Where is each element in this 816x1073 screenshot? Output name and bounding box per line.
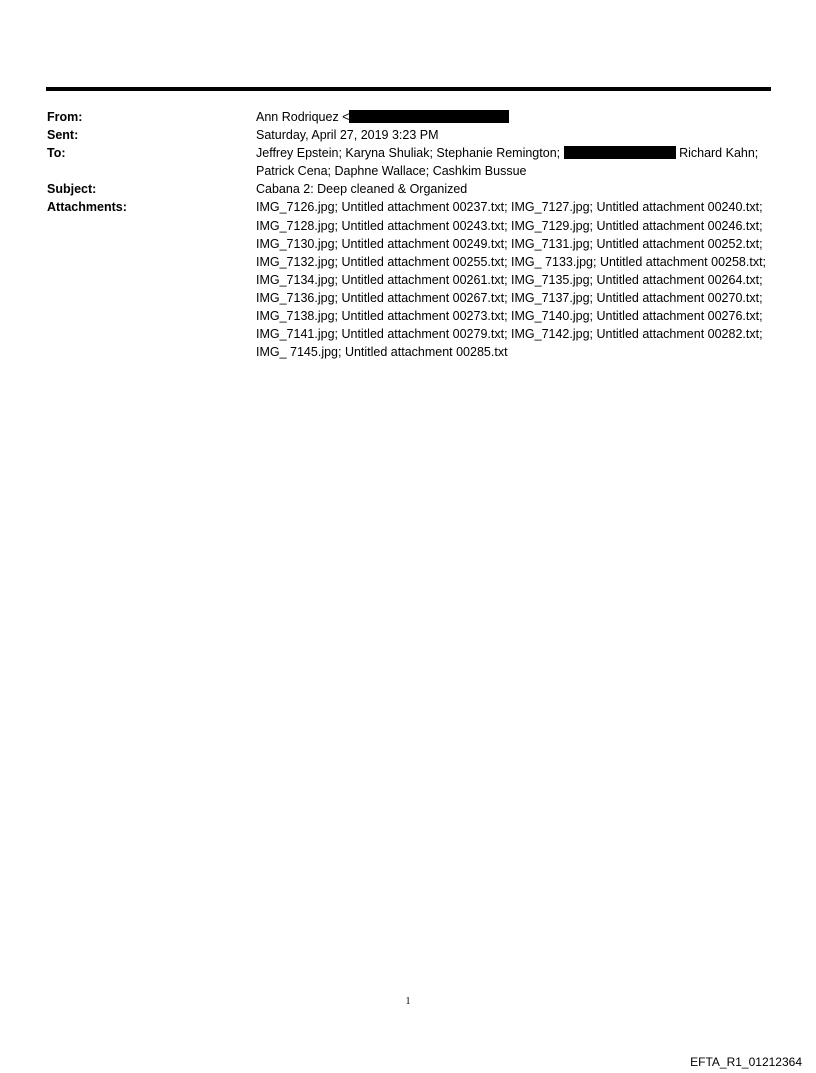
from-row (47, 108, 772, 126)
header-divider (46, 87, 771, 91)
subject-value: Cabana 2: Deep cleaned & Organized (256, 182, 468, 197)
to-recipients-part2: Richard Kahn; Patrick Cena; Daphne Wallace; Cashkim Bussue (256, 146, 759, 179)
email-header (47, 108, 772, 361)
subject-label: Subject: (47, 182, 97, 197)
sent-value: Saturday, April 27, 2019 3:23 PM (256, 128, 439, 143)
to-row (47, 144, 772, 180)
attachments-value: IMG_7126.jpg; Untitled attachment 00237.txt; IMG_7127.jpg; Untitled attachment 00240.txt; IMG_7128.jpg; Untitled attachment 00243.txt; IMG_7129.jpg; Untitled attachment 00246.txt; IMG_7130.jpg; Untitled attachment 00249.txt; IMG_7131.jpg; Untitled attachment 00252.txt; IMG_7132.jpg; Untitled attachment 00255.txt; IMG_ 7133.jpg; Untitled attachment 00258.txt; IMG_7134.jpg; Untitled attachment 00261.txt; IMG_7135.jpg; Untitled attachment 00264.txt; IMG_7136.jpg; Untitled attachment 00267.txt; IMG_7137.jpg; Untitled attachment 00270.txt; IMG_7138.jpg; Untitled attachment 00273.txt; IMG_7140.jpg; Untitled attachment 00276.txt; IMG_7141.jpg; Untitled attachment 00279.txt; IMG_7142.jpg; Untitled attachment 00282.txt; IMG_ 7145.jpg; Untitled attachment 00285.txt (256, 200, 767, 360)
to-value (256, 144, 772, 180)
attachments-label: Attachments: (47, 200, 127, 215)
to-recipients-part1: Jeffrey Epstein; Karyna Shuliak; Stephanie Remington; (256, 146, 564, 161)
document-id: EFTA_R1_01212364 (690, 1055, 802, 1069)
sent-label: Sent: (47, 128, 79, 143)
redacted-email-block (349, 110, 509, 123)
subject-row (47, 180, 772, 198)
attachments-row (47, 198, 772, 361)
from-value (256, 108, 772, 126)
to-label: To: (47, 146, 66, 161)
page-number: 1 (405, 996, 411, 1007)
from-label: From: (47, 110, 83, 124)
redacted-recipient-block (564, 146, 676, 159)
from-name: Ann Rodriquez < (256, 110, 350, 124)
sent-row (47, 126, 772, 144)
